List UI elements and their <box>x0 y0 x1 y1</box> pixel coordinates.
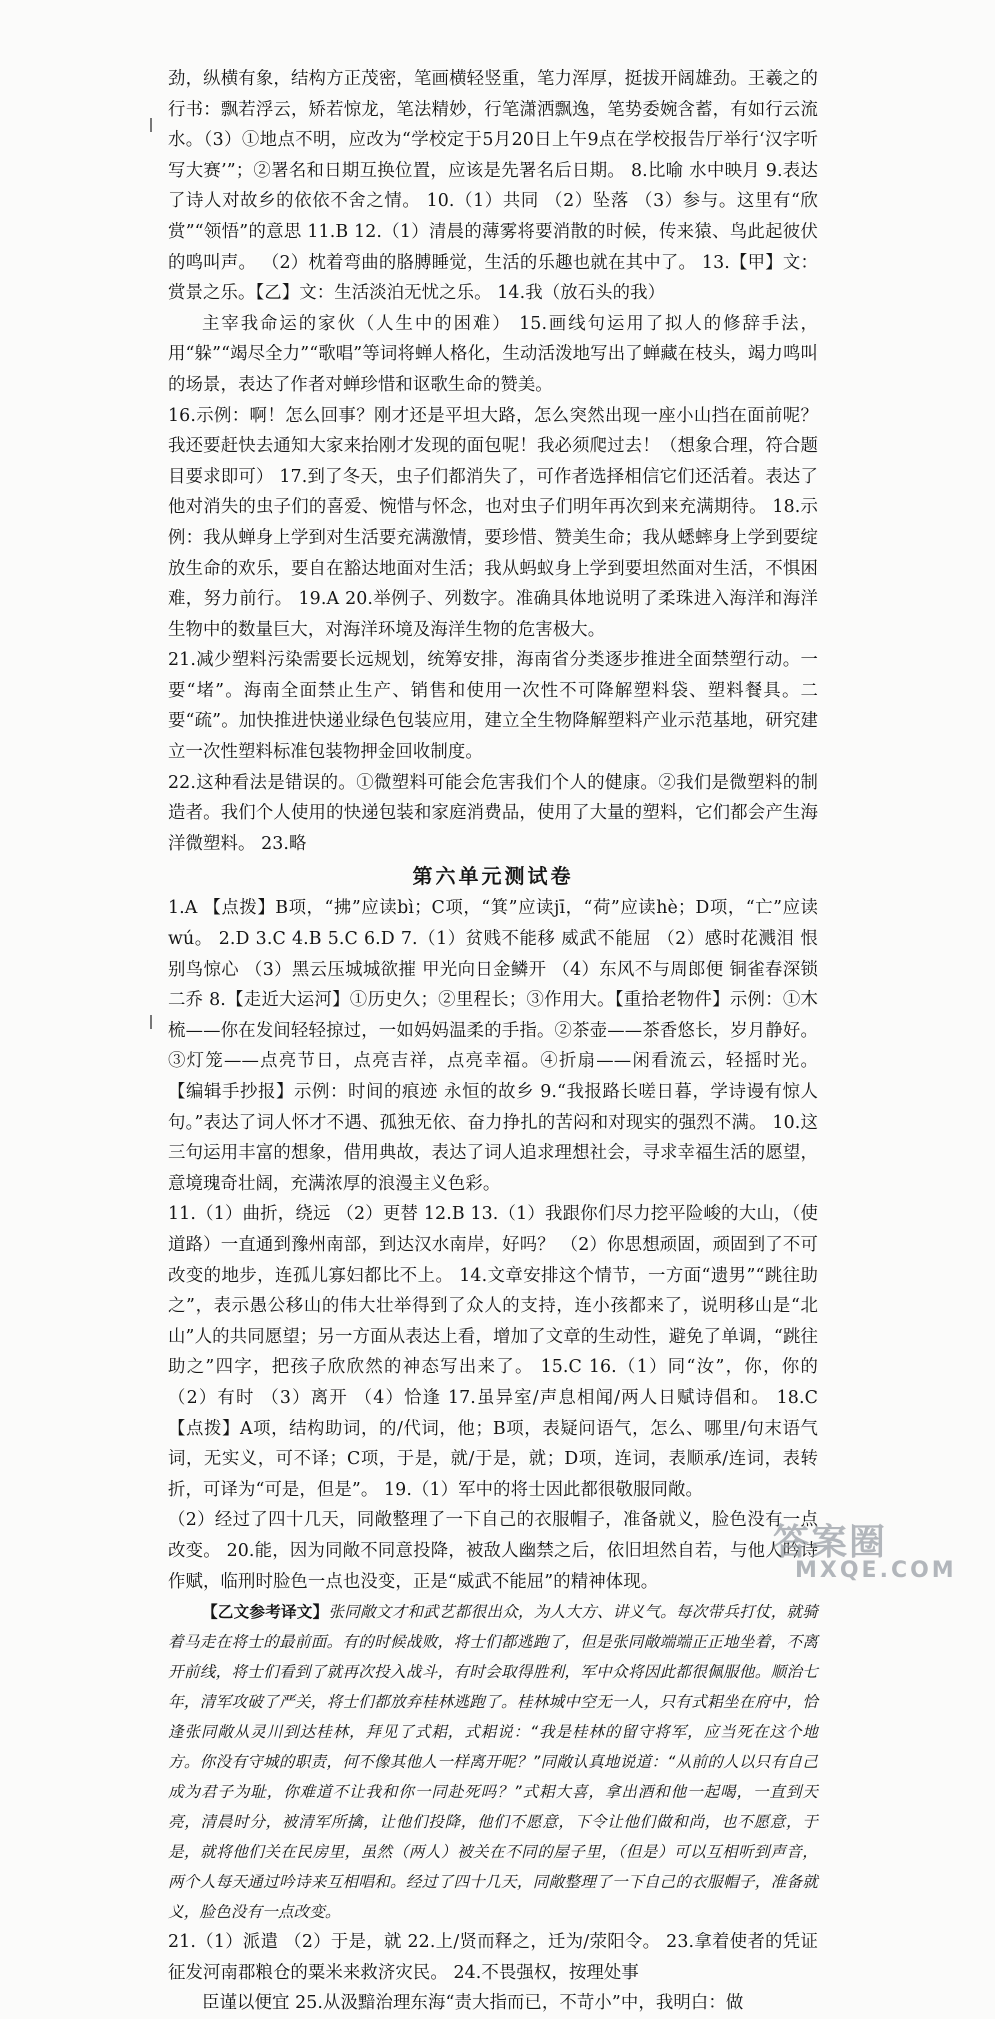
margin-mark-2 <box>150 1015 152 1029</box>
watermark-url: MXQE.COM <box>795 1558 957 1583</box>
answer-page <box>168 64 818 2019</box>
answer-paragraph: 11.（1）曲折，绕远 （2）更替 12.B 13.（1）我跟你们尽力挖平险峻的大山，（使道路）一直通到豫州南部，到达汉水南岸，好吗？ （2）你思想顽固，顽固到了不可改变的地步，连孤儿寡妇都比不上。 14.文章安排这个情节，一方面“遗男”“跳往助之”，表示愚公移山的伟大壮举得到了众人的支持，连小孩都来了，说明移山是“北山”人的共同愿望；另一方面从表达上看，增加了文章的生动性，避免了单调，“跳往助之”四字，把孩子欣欣然的神态写出来了。 15.C 16.（1）同“汝”，你，你的 （2）有时 （3）离开 （4）恰逢 17.虽异室/声息相闻/两人日赋诗倡和。 18.C 【点拨】A项，结构助词，的/代词，他；B项，表疑问语气，怎么、哪里/句末语气词，无实义，可不译；C项，于是，就/于是，就；D项，连词，表顺承/连词，表转折，可译为“可是，但是”。 19.（1）军中的将士因此都很敬服同敞。 <box>168 1204 818 1500</box>
translation-heading: 【乙文参考译文】 <box>202 1603 329 1622</box>
answer-paragraph: （2）经过了四十几天，同敞整理了一下自己的衣服帽子，准备就义，脸色没有一点改变。 20.能，因为同敞不同意投降，被敌人幽禁之后，依旧坦然自若，与他人吟诗作赋，临刑时脸色一点也没变，正是“威武不能屈”的精神体现。 <box>168 1510 818 1592</box>
translation-paragraph <box>168 1597 818 1927</box>
margin-mark-1 <box>150 118 152 132</box>
answer-paragraph: 主宰我命运的家伙（人生中的困难） 15.画线句运用了拟人的修辞手法，用“躲”“竭尽全力”“歌唱”等词将蝉人格化，生动活泼地写出了蝉藏在枝头，竭力鸣叫的场景，表达了作者对蝉珍惜和讴歌生命的赞美。 <box>168 313 818 395</box>
answer-paragraph: 21.减少塑料污染需要长远规划，统筹安排，海南省分类逐步推进全面禁塑行动。一要“堵”。海南全面禁止生产、销售和使用一次性不可降解塑料袋、塑料餐具。二要“疏”。加快推进快递业绿色包装应用，建立全生物降解塑料产业示范基地，研究建立一次性塑料标准包装物押金回收制度。 <box>168 650 818 763</box>
answer-paragraph: 21.（1）派遣 （2）于是，就 22.上/贤而释之，迁为/荥阳令。 23.拿着使者的凭证征发河南郡粮仓的粟米来救济灾民。 24.不畏强权，按理处事 <box>168 1932 818 1983</box>
answer-paragraph: 臣谨以便宜 25.从汲黯治理东海“责大指而已，不苛小”中，我明白：做 <box>202 1993 744 2014</box>
answer-paragraph: 22.这种看法是错误的。①微塑料可能会危害我们个人的健康。②我们是微塑料的制造者。我们个人使用的快递包装和家庭消费品，使用了大量的塑料，它们都会产生海洋微塑料。 23.略 <box>168 772 818 854</box>
answer-paragraph: 16.示例：啊！怎么回事？刚才还是平坦大路，怎么突然出现一座小山挡在面前呢？我还要赶快去通知大家来抬刚才发现的面包呢！我必须爬过去！（想象合理，符合题目要求即可） 17.到了冬天，虫子们都消失了，可作者选择相信它们还活着。表达了他对消失的虫子们的喜爱、惋惜与怀念，也对虫子们明年再次到来充满期待。 18.示例：我从蝉身上学到对生活要充满激情，要珍惜、赞美生命；我从蟋蟀身上学到要绽放生命的欢乐，要自在豁达地面对生活；我从蚂蚁身上学到要坦然面对生活，不惧困难，努力前行。 19.A 20.举例子、列数字。准确具体地说明了柔珠进入海洋和海洋生物中的数量巨大，对海洋环境及海洋生物的危害极大。 <box>168 405 818 640</box>
answer-paragraph: 1.A 【点拨】B项，“拂”应读bì；C项，“箕”应读jī，“荷”应读hè；D项，“亡”应读wú。 2.D 3.C 4.B 5.C 6.D 7.（1）贫贱不能移 威武不能屈 （2）感时花溅泪 恨别鸟惊心 （3）黑云压城城欲摧 甲光向日金鳞开 （4）东风不与周郎便 铜雀春深锁二乔 8.【走近大运河】①历史久；②里程长；③作用大。【重拾老物件】示例：①木梳——你在发间轻轻掠过，一如妈妈温柔的手指。②茶壶——茶香悠长，岁月静好。③灯笼——点亮节日，点亮吉祥，点亮幸福。④折扇——闲看流云，轻摇时光。 【编辑手抄报】示例：时间的痕迹 永恒的故乡 9.“我报路长嗟日暮，学诗谩有惊人句。”表达了词人怀才不遇、孤独无依、奋力挣扎的苦闷和对现实的强烈不满。 10.这三句运用丰富的想象，借用典故，表达了词人追求理想社会，寻求幸福生活的愿望，意境瑰奇壮阔，充满浓厚的浪漫主义色彩。 <box>168 898 818 1194</box>
translation-body: 张同敞文才和武艺都很出众，为人大方、讲义气。每次带兵打仗，就骑着马走在将士的最前面。有的时候战败，将士们都逃跑了，但是张同敞端端正正地坐着，不离开前线，将士们看到了就再次投入战斗，有时会取得胜利，军中众将因此都很佩服他。顺治七年，清军攻破了严关，将士们都放弃桂林逃跑了。桂林城中空无一人，只有式耜坐在府中，恰逢张同敞从灵川到达桂林，拜见了式耜，式耜说：“我是桂林的留守将军，应当死在这个地方。你没有守城的职责，何不像其他人一样离开呢？”同敞认真地说道：“从前的人以只有自己成为君子为耻，你难道不让我和你一同赴死吗？”式耜大喜，拿出酒和他一起喝，一直到天亮，清晨时分，被清军所擒，让他们投降，他们不愿意，下令让他们做和尚，也不愿意，于是，就将他们关在民房里，虽然（两人）被关在不同的屋子里，（但是）可以互相听到声音，两个人每天通过吟诗来互相唱和。经过了四十几天，同敞整理了一下自己的衣服帽子，准备就义，脸色没有一点改变。 <box>168 1603 818 1922</box>
site-watermark <box>773 1512 973 1592</box>
section-heading: 第六单元测试卷 <box>412 864 574 889</box>
answer-paragraph: 劲，纵横有象，结构方正茂密，笔画横轻竖重，笔力浑厚，挺拔开阔雄劲。王羲之的行书：飘若浮云，矫若惊龙，笔法精妙，行笔潇洒飘逸，笔势委婉含蓄，有如行云流水。（3）①地点不明，应改为“学校定于5月20日上午9点在学校报告厅举行‘汉字听写大赛’”；②署名和日期互换位置，应该是先署名后日期。 8.比喻 水中映月 9.表达了诗人对故乡的依依不舍之情。 10.（1）共同 （2）坠落 （3）参与。这里有“欣赏”“领悟”的意思 11.B 12.（1）清晨的薄雾将要消散的时候，传来猿、鸟此起彼伏的鸣叫声。 （2）枕着弯曲的胳膊睡觉，生活的乐趣也就在其中了。 13.【甲】文：赏景之乐。【乙】文：生活淡泊无忧之乐。 14.我（放石头的我） <box>168 69 818 304</box>
watermark-logo-text: 答案圈 <box>773 1522 888 1563</box>
